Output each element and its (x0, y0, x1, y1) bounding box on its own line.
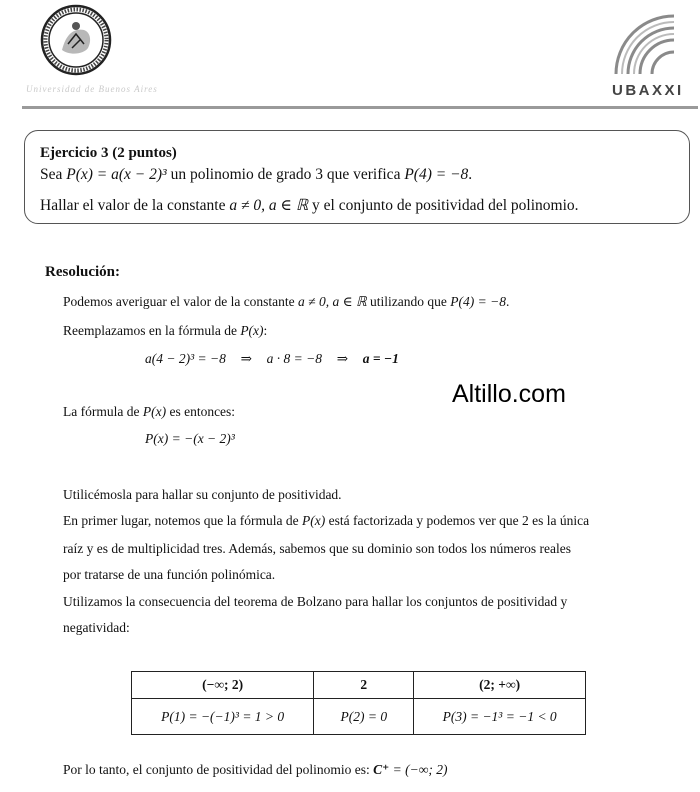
header-divider (22, 106, 698, 109)
formula: P(x) (240, 323, 264, 338)
table-header-cell: (2; +∞) (414, 672, 586, 699)
result-a: a = −1 (362, 351, 399, 366)
brand-name: UBAXXI (612, 82, 684, 99)
text: Reemplazamos en la fórmula de (63, 323, 241, 338)
text: . (505, 294, 510, 309)
resolution-paragraph-6: raíz y es de multiplicidad tres. Además, sabemos que su dominio son todos los números reales (63, 541, 572, 556)
text: Por lo tanto, el conjunto de positividad del polinomio es: (63, 762, 374, 777)
text: está factorizada y podemos ver que 2 es la única (325, 513, 590, 528)
resolution-paragraph-2 (63, 323, 267, 339)
formula: P(x) = a(x − 2)³ (66, 166, 167, 183)
university-seal-logo (40, 4, 112, 76)
formula: P(4) = −8 (450, 294, 506, 309)
conclusion (63, 762, 447, 778)
table-row (132, 699, 586, 735)
positivity-set-symbol: C⁺ (373, 762, 390, 777)
seal-caption: Universidad de Buenos Aires (26, 84, 158, 94)
equation-solve-a (145, 351, 399, 367)
text: un polinomio de grado 3 que verifica (166, 166, 405, 183)
formula: a · 8 = −8 (266, 351, 322, 366)
text: Hallar el valor de la constante (40, 197, 230, 214)
text: En primer lugar, notemos que la fórmula de (63, 513, 303, 528)
table-header-cell: (−∞; 2) (132, 672, 314, 699)
resolution-paragraph-3 (63, 404, 235, 420)
text: es entonces: (166, 404, 236, 419)
text: utilizando que (366, 294, 451, 309)
exercise-title: Ejercicio 3 (2 puntos) (40, 145, 177, 161)
table-cell: P(3) = −1³ = −1 < 0 (414, 699, 586, 735)
resolution-title: Resolución: (45, 264, 120, 280)
formula: a ≠ 0, a ∈ ℝ (298, 294, 367, 309)
formula: P(x) (142, 404, 167, 419)
implies-arrow: ⇒ (336, 351, 349, 366)
text: : (263, 323, 268, 338)
resolution-paragraph-7: por tratarse de una función polinómica. (63, 567, 276, 582)
text: Podemos averiguar el valor de la constante (63, 294, 299, 309)
formula: P(x) (302, 513, 326, 528)
formula: a ≠ 0, a ∈ ℝ (229, 197, 309, 214)
table-cell: P(2) = 0 (314, 699, 414, 735)
text: . (468, 166, 473, 183)
formula: P(4) = −8 (404, 166, 469, 183)
polynomial-formula: P(x) = −(x − 2)³ (145, 431, 235, 446)
watermark: Altillo.com (452, 380, 566, 408)
text: y el conjunto de positividad del polinomio. (308, 197, 579, 214)
exercise-statement-line2 (40, 196, 579, 215)
exercise-statement-line1 (40, 166, 472, 184)
sign-table (131, 671, 586, 735)
ubaxxi-arcs-icon (612, 12, 692, 76)
table-header-row (132, 672, 586, 699)
table-header-cell: 2 (314, 672, 414, 699)
text: Sea (40, 166, 67, 183)
resolution-paragraph-9: negatividad: (63, 620, 130, 635)
resolution-paragraph-1 (63, 294, 509, 310)
resolution-paragraph-4: Utilicémosla para hallar su conjunto de positividad. (63, 487, 342, 502)
resolution-paragraph-8: Utilizamos la consecuencia del teorema de Bolzano para hallar los conjuntos de positividad y (63, 594, 568, 609)
positivity-set: = (−∞; 2) (389, 762, 448, 777)
table-cell: P(1) = −(−1)³ = 1 > 0 (132, 699, 314, 735)
text: La fórmula de (63, 404, 143, 419)
resolution-paragraph-5 (63, 513, 589, 529)
formula: a(4 − 2)³ = −8 (145, 351, 226, 366)
implies-arrow: ⇒ (240, 351, 252, 366)
